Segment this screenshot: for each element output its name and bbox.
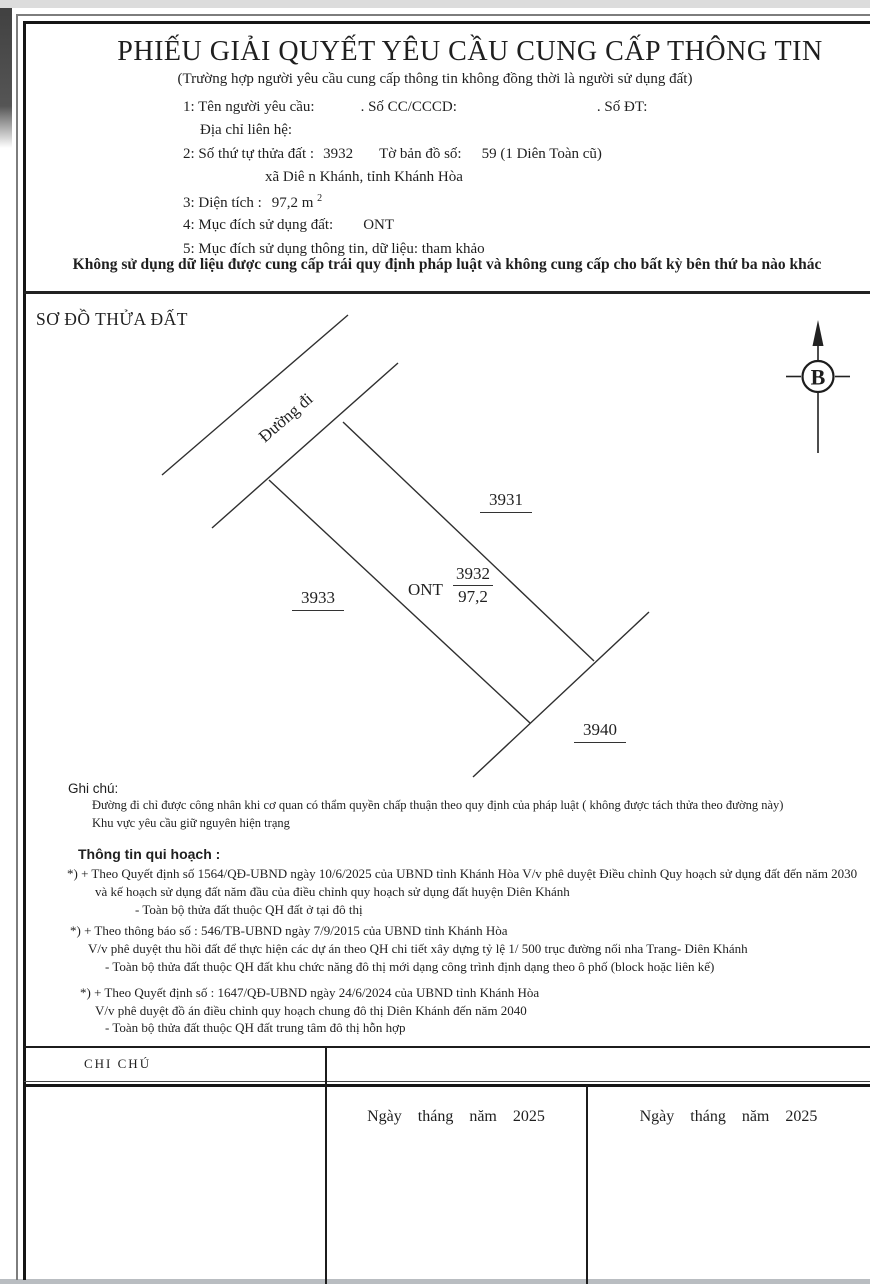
area-label: 3: Diện tích : — [183, 195, 262, 211]
planning-item-2-line-2: V/v phê duyệt thu hồi đất để thực hiện các dự án theo QH chi tiết xây dựng tỷ lệ 1/ 500 trục đường nối nha Trang- Diên Khánh — [88, 941, 748, 956]
area-value: 97,2 m — [271, 195, 314, 211]
parcel-right-boundary — [343, 422, 594, 661]
main-parcel-area: 97,2 — [458, 587, 488, 606]
info-purpose-line: 5: Mục đích sử dụng thông tin, dữ liệu: tham khảo — [183, 241, 485, 257]
landuse-value: ONT — [363, 217, 395, 233]
parcel-label: 2: Số thứ tự thửa đất : — [183, 146, 315, 162]
planning-item-3-line-1: *) + Theo Quyết định số : 1647/QĐ-UBND ngày 24/6/2024 của UBND tỉnh Khánh Hòa — [80, 985, 540, 1000]
map-sheet-label: Tờ bản đồ số: — [379, 146, 462, 162]
road-label: Đường đi — [254, 389, 317, 447]
planning-item-3-line-3: - Toàn bộ thửa đất thuộc QH đất trung tâm đô thị hỗn hợp — [105, 1020, 406, 1035]
planning-item-1-line-1: *) + Theo Quyết định số 1564/QĐ-UBND ngày 10/6/2025 của UBND tỉnh Khánh Hòa V/v phê duyệt Điều chỉnh Quy hoạch sử dụng đất đến năm 2030 — [67, 866, 858, 881]
north-arrow — [786, 320, 850, 453]
footer-table-top-rule — [24, 1046, 870, 1048]
page-subtitle: (Trường hợp người yêu cầu cung cấp thông tin không đồng thời là người sử dụng đất) — [177, 71, 693, 87]
page-title: PHIẾU GIẢI QUYẾT YÊU CẦU CUNG CẤP THÔNG TIN — [117, 36, 823, 67]
main-parcel-number: 3932 — [453, 564, 493, 586]
footer-table-mid-rule-thick — [24, 1084, 870, 1087]
adjacent-parcel-3940-label: 3940 — [574, 720, 626, 743]
planning-item-1-line-3: - Toàn bộ thửa đất thuộc QH đất ở tại đô thị — [135, 902, 363, 917]
diagram-section-title: SƠ ĐỒ THỬA ĐẤT — [36, 309, 188, 329]
parcel-number-value: 3932 — [323, 146, 354, 162]
planning-item-3-line-2: V/v phê duyệt đồ án điều chỉnh quy hoạch chung đô thị Diên Khánh đến năm 2040 — [95, 1003, 527, 1018]
adjacent-parcel-3933-label: 3933 — [292, 588, 344, 611]
notes-heading: Ghi chú: — [68, 781, 119, 796]
date-line-left: Ngày tháng năm 2025 — [367, 1108, 545, 1125]
main-parcel-fraction-label — [446, 564, 500, 607]
map-sheet-value: 59 (1 Diên Toàn cũ) — [481, 146, 602, 162]
phone-label: . Số ĐT: — [596, 99, 648, 115]
landuse-label: 4: Mục đích sử dụng đất: — [183, 217, 334, 233]
date-line-right: Ngày tháng năm 2025 — [639, 1108, 818, 1125]
north-label: B — [810, 364, 826, 390]
note-line-1: Đường đi chỉ được công nhân khi cơ quan có thẩm quyền chấp thuận theo quy định của pháp luật ( không được tách thửa theo đường này) — [92, 798, 784, 812]
id-label: . Số CC/CCCD: — [360, 99, 457, 115]
commune-value: xã Diê n Khánh, tỉnh Khánh Hòa — [265, 169, 463, 185]
main-parcel-landuse-label: ONT — [408, 580, 443, 599]
north-arrow-head-icon — [813, 320, 824, 346]
area-superscript: 2 — [317, 193, 323, 204]
footer-note-header: CHI CHÚ — [84, 1056, 152, 1071]
address-label: Địa chỉ liên hệ: — [200, 122, 293, 138]
footer-table-divider-1 — [325, 1046, 327, 1284]
planning-item-2-line-1: *) + Theo thông báo số : 546/TB-UBND ngày 7/9/2015 của UBND tỉnh Khánh Hòa — [70, 923, 508, 938]
legal-warning-line: Không sử dụng dữ liệu được cung cấp trái quy định pháp luật và không cung cấp cho bất kỳ bên thứ ba nào khác — [72, 256, 822, 273]
adjacent-parcel-3931-label: 3931 — [480, 490, 532, 513]
requester-label: 1: Tên người yêu cầu: — [183, 99, 315, 115]
planning-heading: Thông tin qui hoạch : — [78, 846, 221, 862]
planning-item-1-line-2: và kế hoạch sử dụng đất năm đầu của điều chỉnh quy hoạch sử dụng đất huyện Diên Khánh — [95, 884, 570, 899]
planning-item-2-line-3: - Toàn bộ thửa đất thuộc QH đất khu chức năng đô thị mới dạng công trình định dạng theo ô phố (block hoặc liên kế) — [105, 959, 715, 974]
note-line-2: Khu vực yêu cầu giữ nguyên hiện trạng — [92, 816, 290, 830]
footer-table-mid-rule-thin — [24, 1081, 870, 1082]
